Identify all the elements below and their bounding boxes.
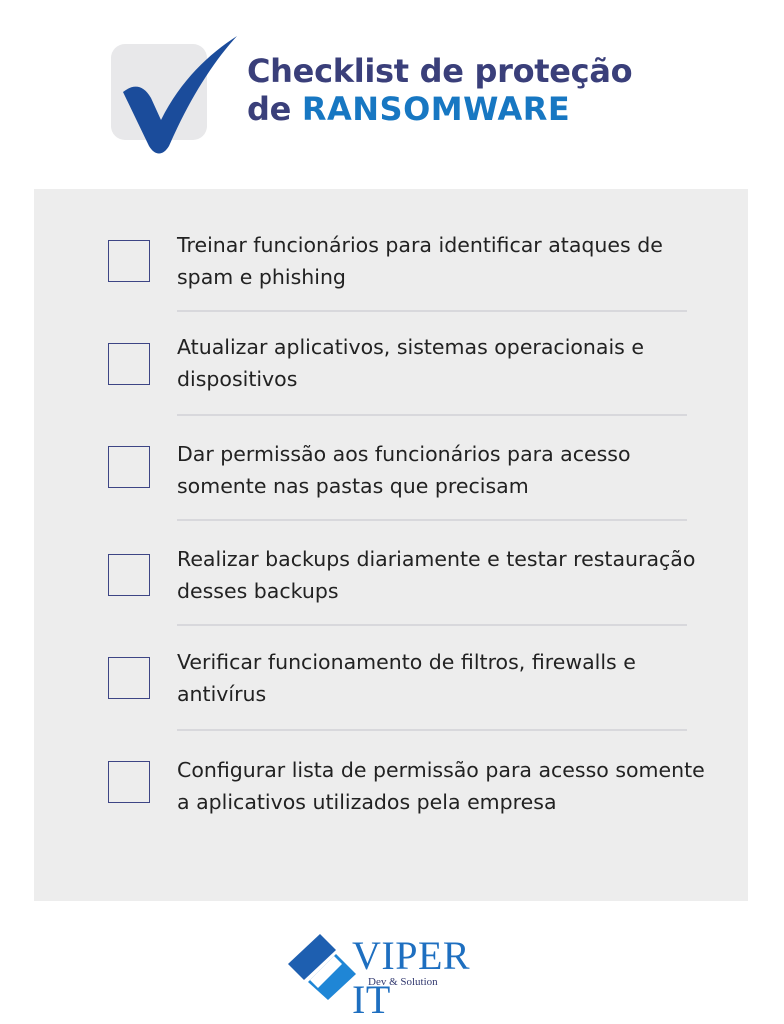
checklist-item-label: Configurar lista de permissão para acesso somente a aplicativos utilizados pela empresa [177,758,705,814]
divider [177,519,687,521]
checkmark-icon [111,22,241,152]
company-logo [288,930,508,1022]
checklist-checkbox[interactable] [108,446,150,488]
checklist-item-label: Atualizar aplicativos, sistemas operacionais e dispositivos [177,335,644,391]
logo-tagline: Dev & Solution [368,976,438,988]
divider [177,310,687,312]
divider [177,729,687,731]
checklist-item-label: Treinar funcionários para identificar ataques de spam e phishing [177,233,663,289]
checklist-panel [34,189,748,901]
divider [177,624,687,626]
diamond-logo-icon [288,930,358,1002]
checkmark-badge [111,44,207,140]
checklist-checkbox[interactable] [108,657,150,699]
checklist-item-label: Realizar backups diariamente e testar restauração desses backups [177,547,696,603]
divider [177,414,687,416]
checklist-checkbox[interactable] [108,761,150,803]
title-line-2-prefix: de [247,90,302,128]
checklist-item-label: Dar permissão aos funcionários para acesso somente nas pastas que precisam [177,442,631,498]
title-line-1: Checklist de proteção [247,52,633,90]
checklist-item-label: Verificar funcionamento de filtros, firewalls e antivírus [177,650,636,706]
checklist-checkbox[interactable] [108,343,150,385]
page-title [247,52,632,128]
checklist-checkbox[interactable] [108,554,150,596]
logo-name: VIPER IT [352,933,471,1022]
checklist-checkbox[interactable] [108,240,150,282]
title-accent: RANSOMWARE [301,90,571,128]
